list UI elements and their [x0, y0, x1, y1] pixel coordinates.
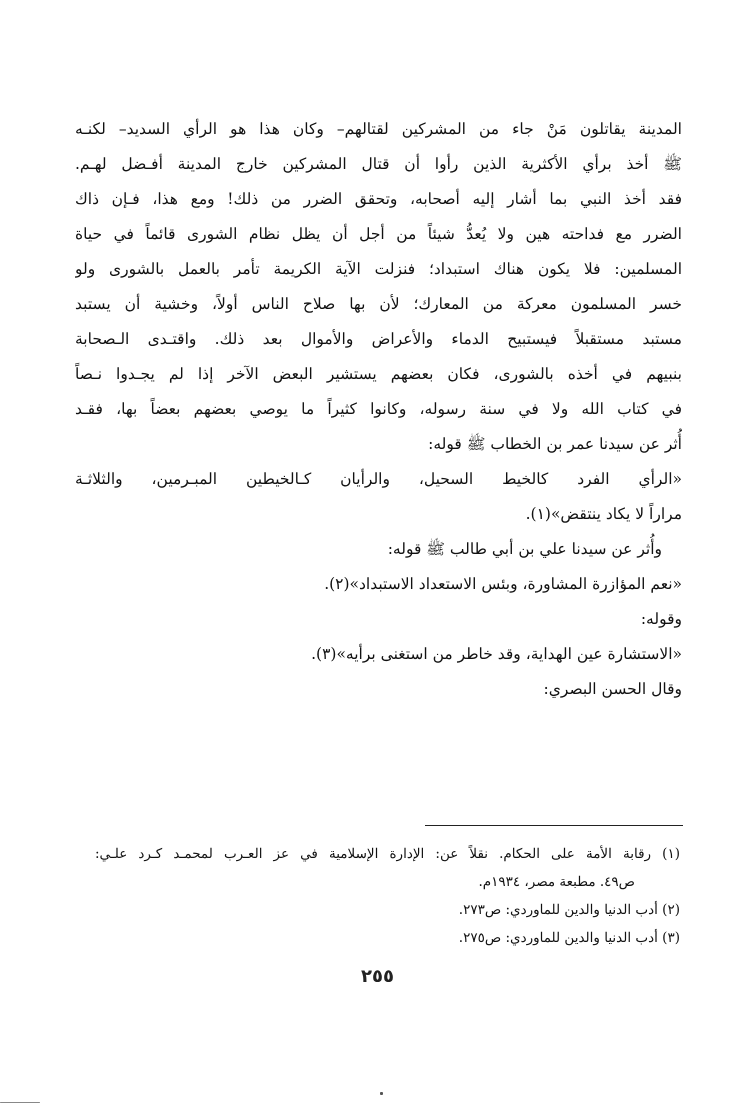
text-line-6: خسر المسلمون معركة من المعارك؛ لأن بها صلاح الناس أولاً، وخشية أن يستبد [75, 295, 682, 313]
text-line-hasan: وقال الحسن البصري: [543, 680, 682, 698]
quote-ali-2: «الاستشارة عين الهداية، وقد خاطر من استغنى برأيه»(٣). [311, 645, 682, 663]
text-line-qawluh: وقوله: [640, 610, 682, 628]
quote-ali-1: «نعم المؤازرة المشاورة، وبئس الاستعداد الاستبداد»(٢). [324, 575, 682, 593]
text-line-5: المسلمين: فلا يكون هناك استبداد؛ فنزلت الآية الكريمة تأمر بالعمل بالشورى ولو [75, 260, 682, 278]
text-line-10: أُثر عن سيدنا عمر بن الخطاب ﷺ قوله: [428, 435, 682, 453]
footnote-1-line-2: ص٤٩. مطبعة مصر، ١٩٣٤م. [478, 874, 635, 890]
text-line-4: الضرر مع فداحته هين ولا يُعدُّ شيئاً من أجل أن يظل نظام الشورى قائماً في حياة [75, 225, 682, 243]
scan-speck [380, 1092, 383, 1095]
scan-edge-mark [0, 1102, 40, 1103]
text-line-3: فقد أخذ النبي بما أشار إليه أصحابه، وتحقق الضرر من ذلك! ومع هذا، فـإن ذاك [75, 190, 682, 208]
text-line-2: ﷺ أخذ برأي الأكثرية الذين رأوا أن قتال المشركين خارج المدينة أفـضل لهـم. [75, 155, 682, 173]
body-text [75, 112, 682, 707]
page-number: ٢٥٥ [361, 966, 394, 987]
footnote-separator [425, 825, 683, 826]
footnote-3: (٣) أدب الدنيا والدين للماوردي: ص٢٧٥. [458, 930, 680, 946]
text-line-1: المدينة يقاتلون مَنْ جاء من المشركين لقتالهم– وكان هذا هو الرأي السديد– لكنـه [75, 120, 682, 138]
quote-umar-line-2: مراراً لا يكاد ينتقض»(١). [525, 505, 682, 523]
text-line-7: مستبد مستقبلاً فيستبيح الدماء والأعراض والأموال بعد ذلك. واقتـدى الـصحابة [75, 330, 682, 348]
text-line-9: في كتاب الله ولا في سنة رسوله، وكانوا كثيراً ما يوصي بعضهم بعضاً بها، فقـد [75, 400, 682, 418]
footnote-1-line-1: (١) رقابة الأمة على الحكام. نقلاً عن: الإدارة الإسلامية في عز العـرب لمحمـد كـرد علـي: [95, 846, 680, 862]
text-line-8: بنبيهم في أخذه بالشورى، فكان بعضهم يستشير البعض الآخر إذا لم يجـدوا نـصاً [75, 365, 682, 383]
text-line-ali: وأُثر عن سيدنا علي بن أبي طالب ﷺ قوله: [387, 540, 662, 558]
footnote-2: (٢) أدب الدنيا والدين للماوردي: ص٢٧٣. [458, 902, 680, 918]
quote-umar-line-1: «الرأي الفرد كالخيط السحيل، والرأيان كـالخيطين المبـرمين، والثلاثـة [75, 470, 682, 488]
footnotes [95, 840, 680, 952]
